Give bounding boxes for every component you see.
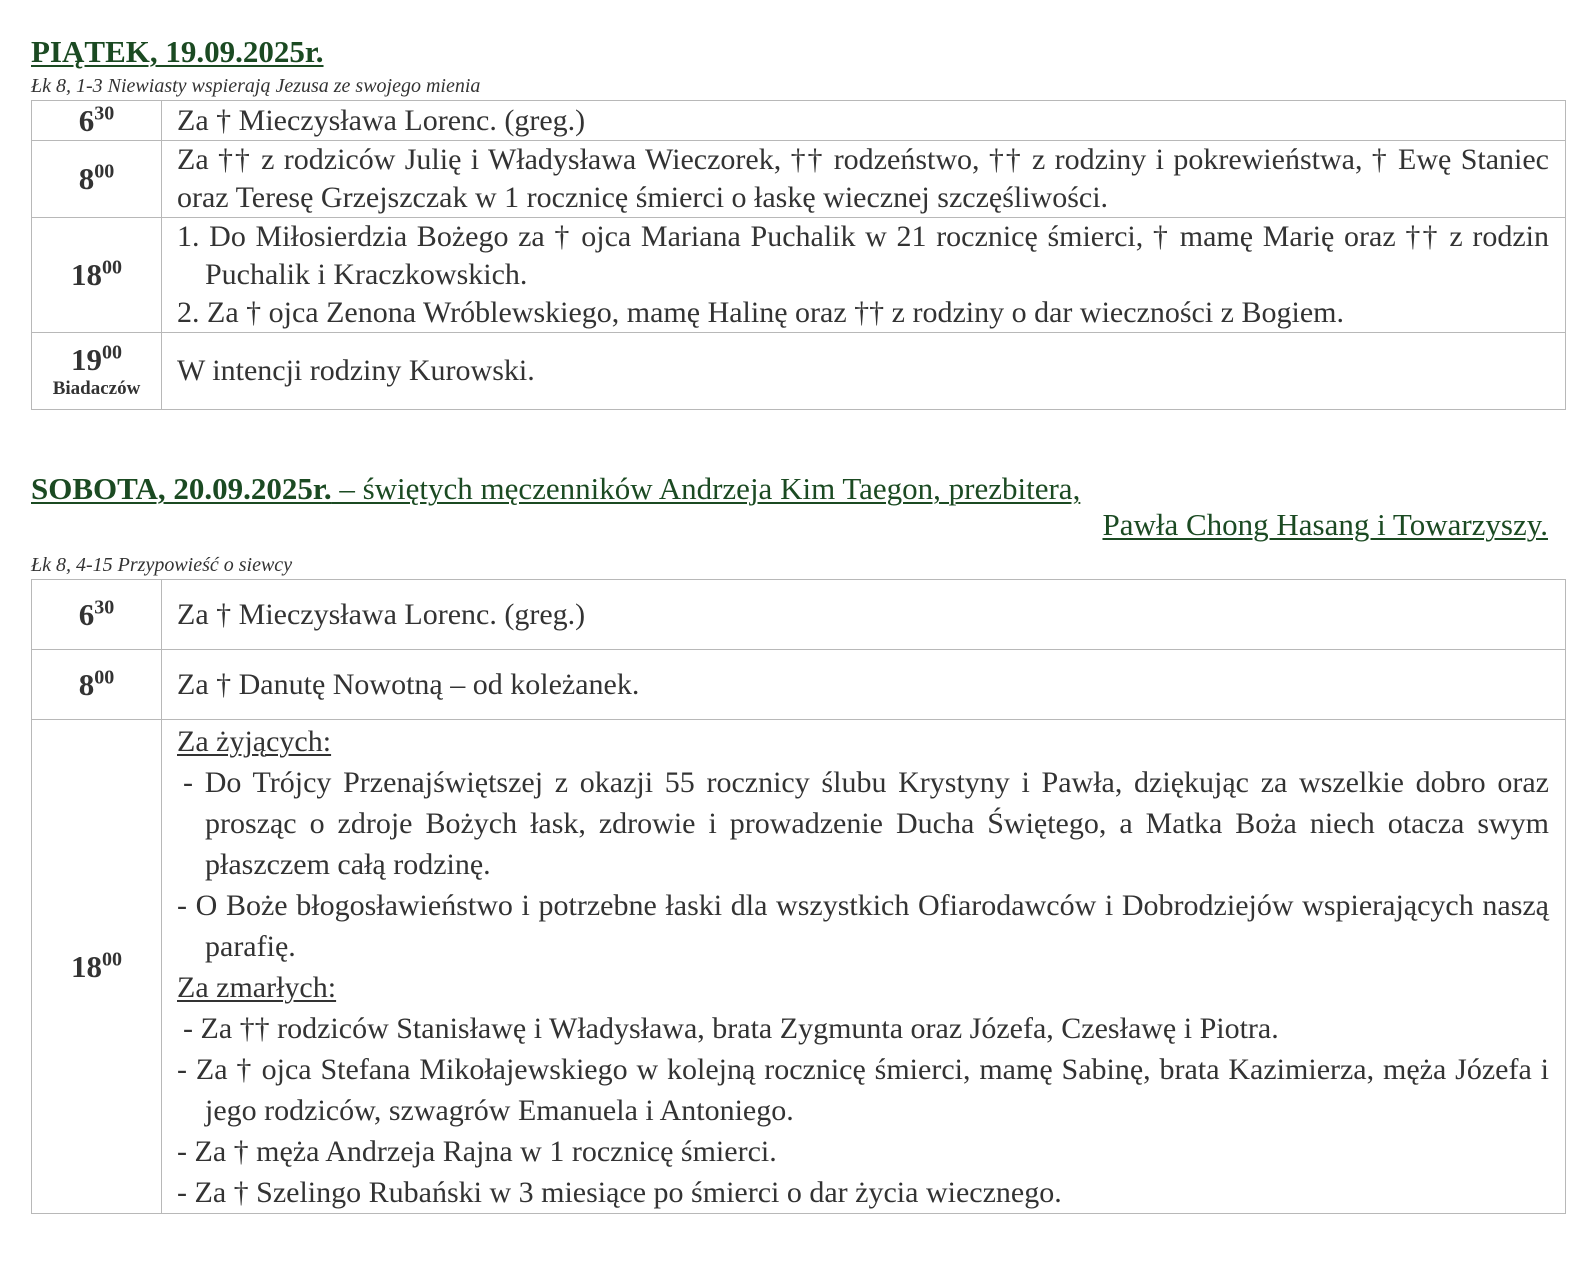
intention-line: - Za †† rodziców Stanisławę i Władysława, brata Zygmunta oraz Józefa, Czesławę i Piotra. xyxy=(183,1011,1279,1045)
mass-time xyxy=(32,333,162,410)
mass-intention xyxy=(162,580,1566,650)
intention-line: W intencji rodziny Kurowski. xyxy=(177,354,535,387)
mass-intention xyxy=(162,101,1566,141)
mass-minutes: 30 xyxy=(94,102,115,125)
mass-intention xyxy=(162,141,1566,218)
intention-line: - Do Trójcy Przenajświętszej z okazji 55 rocznicy ślubu Krystyny i Pawła, dziękując za wszelkie dobro oraz prosząc o zdroje Bożych łask, zdrowie i prowadzenie Ducha Świętego, a Matka Boża niech otacza swym płaszczem całą rodzinę. xyxy=(183,765,1549,881)
mass-time xyxy=(32,141,162,218)
intention-line: Za †† z rodziców Julię i Władysława Wieczorek, †† rodzeństwo, †† z rodziny i pokrewieństwa, † Ewę Staniec oraz Teresę Grzejszczak w 1 rocznicę śmierci o łaskę wiecznej szczęśliwości. xyxy=(177,143,1549,214)
day-saturday xyxy=(31,471,1566,1214)
day-friday xyxy=(31,34,1566,410)
intention-line: 1. Do Miłosierdzia Bożego za † ojca Mariana Puchalik w 21 rocznicę śmierci, † mamę Marię oraz †† z rodzin Puchalik i Kraczkowskich. xyxy=(177,220,1549,291)
mass-minutes: 00 xyxy=(94,160,115,183)
mass-hour: 18 xyxy=(71,948,102,984)
day-heading-date: SOBOTA, 20.09.2025r. xyxy=(31,471,332,506)
mass-intention xyxy=(162,720,1566,1214)
intention-line: - Za † męża Andrzeja Rajna w 1 rocznicę śmierci. xyxy=(177,1134,777,1168)
mass-minutes: 00 xyxy=(94,666,115,689)
mass-row xyxy=(32,650,1566,720)
mass-hour: 6 xyxy=(78,102,95,138)
mass-row xyxy=(32,141,1566,218)
mass-schedule-table xyxy=(31,579,1566,1214)
mass-minutes: 30 xyxy=(94,596,115,619)
mass-minutes: 00 xyxy=(102,341,122,364)
mass-row xyxy=(32,333,1566,410)
mass-hour: 18 xyxy=(71,257,102,292)
intention-line: - Za † Szelingo Rubański w 3 miesiące po śmierci o dar życia wiecznego. xyxy=(177,1175,1062,1209)
mass-minutes: 00 xyxy=(102,256,122,279)
mass-time xyxy=(32,218,162,333)
day-heading xyxy=(31,471,1566,507)
mass-time xyxy=(32,650,162,720)
mass-hour: 19 xyxy=(71,342,102,377)
mass-intention xyxy=(162,333,1566,410)
mass-row xyxy=(32,720,1566,1214)
gospel-reference: Łk 8, 4-15 Przypowieść o siewcy xyxy=(31,554,293,576)
day-heading-feast-line2: Pawła Chong Hasang i Towarzyszy. xyxy=(1102,507,1548,542)
mass-hour: 8 xyxy=(78,666,95,702)
mass-intention xyxy=(162,650,1566,720)
intention-line: Za † Danutę Nowotną – od koleżanek. xyxy=(177,667,640,701)
day-heading-feast: – świętych męczenników Andrzeja Kim Taegon, prezbitera, xyxy=(331,471,1081,506)
mass-minutes: 00 xyxy=(102,948,122,971)
mass-time xyxy=(32,720,162,1214)
mass-time xyxy=(32,101,162,141)
day-heading-feast-continued xyxy=(31,507,1566,543)
mass-schedule-table xyxy=(31,100,1566,410)
living-section-label: Za żyjących: xyxy=(177,724,332,758)
mass-row xyxy=(32,101,1566,141)
intention-line: - Za † ojca Stefana Mikołajewskiego w kolejną rocznicę śmierci, mamę Sabinę, brata Kazimierza, męża Józefa i jego rodziców, szwagrów Emanuela i Antoniego. xyxy=(177,1052,1549,1127)
intention-line: - O Boże błogosławieństwo i potrzebne łaski dla wszystkich Ofiarodawców i Dobrodziejów wspierających naszą parafię. xyxy=(177,888,1549,963)
deceased-section-label: Za zmarłych: xyxy=(177,970,337,1004)
day-heading-date: PIĄTEK, 19.09.2025r. xyxy=(31,34,324,69)
day-heading xyxy=(31,34,1566,70)
mass-hour: 6 xyxy=(78,596,95,632)
mass-intention xyxy=(162,218,1566,333)
mass-row xyxy=(32,218,1566,333)
intention-line: 2. Za † ojca Zenona Wróblewskiego, mamę Halinę oraz †† z rodziny o dar wieczności z Bogiem. xyxy=(177,296,1344,329)
gospel-reference: Łk 8, 1-3 Niewiasty wspierają Jezusa ze swojego mienia xyxy=(31,75,481,97)
intention-line: Za † Mieczysława Lorenc. (greg.) xyxy=(177,597,586,631)
mass-location: Biadaczów xyxy=(52,378,141,399)
mass-row xyxy=(32,580,1566,650)
intention-line: Za † Mieczysława Lorenc. (greg.) xyxy=(177,103,586,137)
mass-hour: 8 xyxy=(78,161,95,196)
mass-time xyxy=(32,580,162,650)
